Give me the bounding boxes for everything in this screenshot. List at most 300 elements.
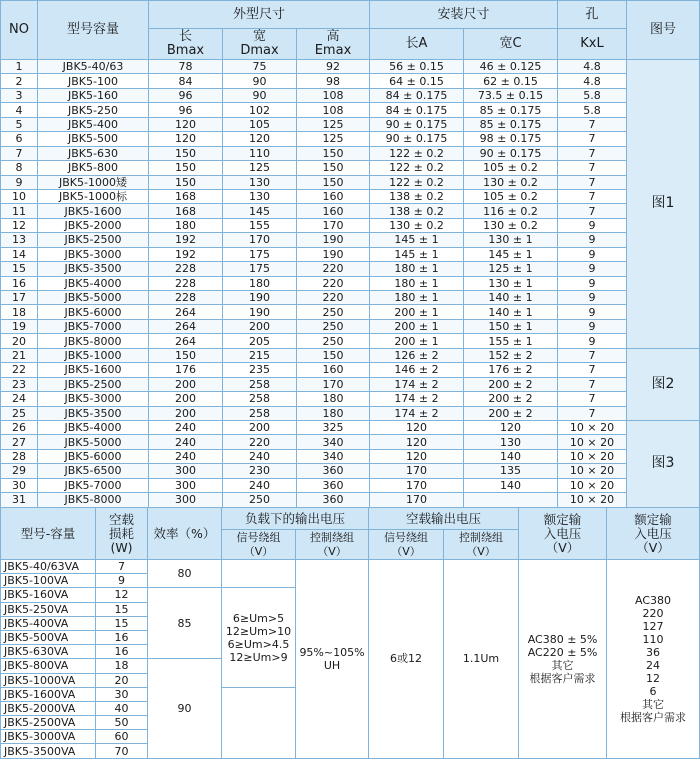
cell-model-capacity: JBK5-2500VA xyxy=(1,716,96,730)
cell-length: 264 xyxy=(149,305,223,319)
cell-hole-size: 9 xyxy=(558,262,627,276)
cell-model: JBK5-2000 xyxy=(38,218,149,232)
cell-install-width: 120 xyxy=(464,420,558,434)
cell-rated-output-line: 36 xyxy=(646,645,661,659)
cell-install-width: 140 ± 1 xyxy=(464,291,558,305)
cell-width: 130 xyxy=(223,175,297,189)
cell-rated-output-line: AC380 xyxy=(635,593,672,607)
table-row xyxy=(1,420,700,434)
cell-hole-size: 5.8 xyxy=(558,88,627,102)
cell-width: 190 xyxy=(223,291,297,305)
cell-length: 180 xyxy=(149,218,223,232)
cell-load-control xyxy=(296,560,369,759)
cell-length: 78 xyxy=(149,60,223,74)
cell-load-control-line: UH xyxy=(323,658,341,672)
electrical-table-body xyxy=(1,560,700,759)
cell-hole-size: 4.8 xyxy=(558,60,627,74)
header-model-capacity: 型号-容量 xyxy=(1,508,96,560)
cell-model: JBK5-400 xyxy=(38,117,149,131)
cell-model: JBK5-4000 xyxy=(38,420,149,434)
cell-model: JBK5-1600 xyxy=(38,204,149,218)
cell-height: 360 xyxy=(297,464,370,478)
table-row xyxy=(1,175,700,189)
cell-efficiency: 90 xyxy=(148,659,222,758)
cell-height: 180 xyxy=(297,392,370,406)
cell-hole-size: 9 xyxy=(558,276,627,290)
header-length: 长 Bmax xyxy=(149,29,223,60)
cell-no: 22 xyxy=(1,363,38,377)
cell-hole-size: 10 × 20 xyxy=(558,435,627,449)
cell-length: 300 xyxy=(149,493,223,507)
cell-length: 120 xyxy=(149,132,223,146)
cell-width: 258 xyxy=(223,377,297,391)
cell-model-capacity: JBK5-160VA xyxy=(1,588,96,602)
cell-rated-input-line: 根据客户需求 xyxy=(529,671,596,685)
cell-install-width: 130 ± 1 xyxy=(464,233,558,247)
cell-noload-loss: 12 xyxy=(96,588,148,602)
cell-rated-output-line: 12 xyxy=(646,671,661,685)
cell-hole-size: 9 xyxy=(558,247,627,261)
cell-install-length: 138 ± 0.2 xyxy=(370,204,464,218)
cell-length: 240 xyxy=(149,420,223,434)
cell-hole-size: 7 xyxy=(558,161,627,175)
table-row xyxy=(1,218,700,232)
cell-length: 192 xyxy=(149,247,223,261)
cell-rated-input-line: 其它 xyxy=(551,658,574,672)
cell-install-width: 130 ± 0.2 xyxy=(464,218,558,232)
cell-install-width: 85 ± 0.175 xyxy=(464,103,558,117)
cell-install-length: 200 ± 1 xyxy=(370,319,464,333)
cell-model: JBK5-6000 xyxy=(38,305,149,319)
cell-install-width: 73.5 ± 0.15 xyxy=(464,88,558,102)
table-row xyxy=(1,247,700,261)
cell-noload-loss: 70 xyxy=(96,744,148,758)
cell-model-capacity: JBK5-500VA xyxy=(1,630,96,644)
cell-install-length: 170 xyxy=(370,464,464,478)
cell-model: JBK5-3500 xyxy=(38,262,149,276)
cell-install-length: 180 ± 1 xyxy=(370,276,464,290)
cell-noload-loss: 15 xyxy=(96,602,148,616)
cell-height: 220 xyxy=(297,276,370,290)
cell-efficiency: 80 xyxy=(148,560,222,588)
cell-hole-size: 10 × 20 xyxy=(558,493,627,507)
cell-install-length: 56 ± 0.15 xyxy=(370,60,464,74)
cell-height: 170 xyxy=(297,377,370,391)
cell-length: 150 xyxy=(149,348,223,362)
cell-hole-size: 7 xyxy=(558,392,627,406)
cell-install-width: 145 ± 1 xyxy=(464,247,558,261)
cell-no: 6 xyxy=(1,132,38,146)
cell-height: 250 xyxy=(297,319,370,333)
cell-length: 240 xyxy=(149,449,223,463)
header-load-output-voltage: 负载下的输出电压 xyxy=(222,508,369,530)
cell-rated-output-line: 根据客户需求 xyxy=(620,710,687,724)
cell-height: 150 xyxy=(297,348,370,362)
table-row xyxy=(1,363,700,377)
cell-hole-size: 10 × 20 xyxy=(558,464,627,478)
cell-length: 200 xyxy=(149,377,223,391)
cell-hole-size: 5.8 xyxy=(558,103,627,117)
cell-noload-control: 1.1Um xyxy=(444,560,519,759)
cell-model: JBK5-5000 xyxy=(38,435,149,449)
cell-length: 176 xyxy=(149,363,223,377)
cell-install-width: 150 ± 1 xyxy=(464,319,558,333)
cell-length: 228 xyxy=(149,276,223,290)
cell-height: 125 xyxy=(297,132,370,146)
cell-no: 12 xyxy=(1,218,38,232)
cell-rated-output-line: 其它 xyxy=(642,697,665,711)
cell-install-length: 174 ± 2 xyxy=(370,406,464,420)
cell-height: 150 xyxy=(297,146,370,160)
table-row xyxy=(1,406,700,420)
cell-model-capacity: JBK5-2000VA xyxy=(1,701,96,715)
cell-no: 14 xyxy=(1,247,38,261)
cell-no: 16 xyxy=(1,276,38,290)
cell-install-width: 176 ± 2 xyxy=(464,363,558,377)
cell-model: JBK5-1000标 xyxy=(38,189,149,203)
cell-install-width: 85 ± 0.175 xyxy=(464,117,558,131)
cell-hole-size: 7 xyxy=(558,132,627,146)
cell-no: 7 xyxy=(1,146,38,160)
header-noload-loss: 空载 损耗 (W) xyxy=(96,508,148,560)
cell-width: 220 xyxy=(223,435,297,449)
cell-model: JBK5-500 xyxy=(38,132,149,146)
cell-height: 360 xyxy=(297,493,370,507)
cell-height: 108 xyxy=(297,88,370,102)
header-rated-output-voltage: 额定输 入电压 （V） xyxy=(607,508,700,560)
cell-model-capacity: JBK5-1600VA xyxy=(1,687,96,701)
cell-width: 190 xyxy=(223,305,297,319)
header-outer-dimensions: 外型尺寸 xyxy=(149,1,370,29)
cell-height: 125 xyxy=(297,117,370,131)
cell-model: JBK5-100 xyxy=(38,74,149,88)
cell-model-capacity: JBK5-400VA xyxy=(1,616,96,630)
cell-install-length: 90 ± 0.175 xyxy=(370,132,464,146)
cell-height: 170 xyxy=(297,218,370,232)
header-install-length: 长A xyxy=(370,29,464,60)
cell-no: 8 xyxy=(1,161,38,175)
cell-rated-output xyxy=(607,560,700,759)
cell-install-width: 130 ± 0.2 xyxy=(464,175,558,189)
cell-width: 240 xyxy=(223,478,297,492)
header-model: 型号容量 xyxy=(38,1,149,60)
cell-install-length: 122 ± 0.2 xyxy=(370,161,464,175)
cell-length: 150 xyxy=(149,161,223,175)
cell-width: 125 xyxy=(223,161,297,175)
cell-noload-signal: 6或12 xyxy=(369,560,444,759)
cell-model: JBK5-8000 xyxy=(38,493,149,507)
cell-height: 250 xyxy=(297,305,370,319)
cell-hole-size: 9 xyxy=(558,218,627,232)
cell-install-width: 135 xyxy=(464,464,558,478)
cell-hole-size: 7 xyxy=(558,363,627,377)
cell-rated-output-line: 110 xyxy=(642,632,664,646)
cell-no: 29 xyxy=(1,464,38,478)
cell-install-width: 200 ± 2 xyxy=(464,406,558,420)
dimensions-table-body xyxy=(1,60,700,508)
cell-install-width: 130 xyxy=(464,435,558,449)
cell-width: 105 xyxy=(223,117,297,131)
cell-height: 340 xyxy=(297,449,370,463)
cell-install-width: 116 ± 0.2 xyxy=(464,204,558,218)
cell-load-signal-line: 6≥Um>5 xyxy=(232,611,285,625)
cell-width: 258 xyxy=(223,406,297,420)
table-row xyxy=(1,103,700,117)
cell-length: 168 xyxy=(149,204,223,218)
cell-model: JBK5-2500 xyxy=(38,233,149,247)
cell-install-width: 130 ± 1 xyxy=(464,276,558,290)
cell-hole-size: 10 × 20 xyxy=(558,478,627,492)
cell-install-length: 180 ± 1 xyxy=(370,262,464,276)
header-load-control-winding: 控制绕组 （V） xyxy=(296,530,369,560)
cell-width: 215 xyxy=(223,348,297,362)
cell-install-length: 120 xyxy=(370,420,464,434)
cell-no: 30 xyxy=(1,478,38,492)
cell-width: 120 xyxy=(223,132,297,146)
cell-rated-input xyxy=(519,560,607,759)
cell-no: 13 xyxy=(1,233,38,247)
cell-noload-loss: 30 xyxy=(96,687,148,701)
cell-width: 230 xyxy=(223,464,297,478)
cell-width: 130 xyxy=(223,189,297,203)
cell-install-width xyxy=(464,493,558,507)
cell-model: JBK5-7000 xyxy=(38,319,149,333)
cell-noload-loss: 18 xyxy=(96,659,148,673)
cell-model-capacity: JBK5-40/63VA xyxy=(1,560,96,574)
cell-load-signal-line: 6≥Um>4.5 xyxy=(227,637,290,651)
cell-install-width: 62 ± 0.15 xyxy=(464,74,558,88)
table-row xyxy=(1,204,700,218)
cell-width: 200 xyxy=(223,420,297,434)
cell-no: 25 xyxy=(1,406,38,420)
cell-install-width: 90 ± 0.175 xyxy=(464,146,558,160)
cell-width: 102 xyxy=(223,103,297,117)
cell-no: 23 xyxy=(1,377,38,391)
cell-install-width: 200 ± 2 xyxy=(464,392,558,406)
header-noload-signal-winding: 信号绕组 （V） xyxy=(369,530,444,560)
cell-install-width: 46 ± 0.125 xyxy=(464,60,558,74)
cell-install-length: 174 ± 2 xyxy=(370,377,464,391)
cell-hole-size: 9 xyxy=(558,334,627,348)
cell-no: 27 xyxy=(1,435,38,449)
table-row xyxy=(1,132,700,146)
cell-width: 180 xyxy=(223,276,297,290)
cell-install-length: 170 xyxy=(370,478,464,492)
cell-install-width: 155 ± 1 xyxy=(464,334,558,348)
cell-install-length: 120 xyxy=(370,449,464,463)
cell-no: 21 xyxy=(1,348,38,362)
cell-length: 228 xyxy=(149,291,223,305)
electrical-table xyxy=(0,507,700,759)
cell-length: 228 xyxy=(149,262,223,276)
cell-length: 264 xyxy=(149,319,223,333)
header-hole: 孔 xyxy=(558,1,627,29)
cell-rated-output-line: 127 xyxy=(642,619,664,633)
cell-model-capacity: JBK5-800VA xyxy=(1,659,96,673)
table-row xyxy=(1,449,700,463)
cell-height: 190 xyxy=(297,233,370,247)
table-row xyxy=(1,435,700,449)
cell-no: 9 xyxy=(1,175,38,189)
table-row xyxy=(1,74,700,88)
cell-install-width: 105 ± 0.2 xyxy=(464,161,558,175)
cell-height: 250 xyxy=(297,334,370,348)
cell-model-capacity: JBK5-1000VA xyxy=(1,673,96,687)
cell-no: 15 xyxy=(1,262,38,276)
cell-install-length: 200 ± 1 xyxy=(370,334,464,348)
cell-hole-size: 9 xyxy=(558,291,627,305)
cell-figure-label: 图3 xyxy=(627,420,700,507)
cell-install-length: 126 ± 2 xyxy=(370,348,464,362)
cell-length: 120 xyxy=(149,117,223,131)
cell-install-width: 200 ± 2 xyxy=(464,377,558,391)
cell-hole-size: 9 xyxy=(558,319,627,333)
cell-model: JBK5-250 xyxy=(38,103,149,117)
table-row xyxy=(1,262,700,276)
cell-height: 98 xyxy=(297,74,370,88)
cell-rated-output-line: 220 xyxy=(642,606,664,620)
cell-model: JBK5-7000 xyxy=(38,478,149,492)
cell-model: JBK5-8000 xyxy=(38,334,149,348)
cell-width: 175 xyxy=(223,247,297,261)
cell-load-signal xyxy=(222,588,296,687)
header-install-dimensions: 安装尺寸 xyxy=(370,1,558,29)
cell-noload-loss: 40 xyxy=(96,701,148,715)
cell-no: 28 xyxy=(1,449,38,463)
cell-efficiency: 85 xyxy=(148,588,222,659)
cell-height: 150 xyxy=(297,161,370,175)
cell-install-length: 84 ± 0.175 xyxy=(370,103,464,117)
header-noload-output-voltage: 空载输出电压 xyxy=(369,508,519,530)
cell-hole-size: 7 xyxy=(558,377,627,391)
header-height: 高 Emax xyxy=(297,29,370,60)
table-row xyxy=(1,377,700,391)
cell-model-capacity: JBK5-3000VA xyxy=(1,730,96,744)
cell-length: 168 xyxy=(149,189,223,203)
cell-hole-size: 7 xyxy=(558,175,627,189)
cell-height: 150 xyxy=(297,175,370,189)
cell-hole-size: 7 xyxy=(558,189,627,203)
cell-install-length: 84 ± 0.175 xyxy=(370,88,464,102)
cell-width: 235 xyxy=(223,363,297,377)
cell-width: 200 xyxy=(223,319,297,333)
header-install-width: 宽C xyxy=(464,29,558,60)
cell-length: 264 xyxy=(149,334,223,348)
cell-noload-loss: 20 xyxy=(96,673,148,687)
cell-no: 31 xyxy=(1,493,38,507)
table-row xyxy=(1,348,700,362)
cell-rated-output-line: 24 xyxy=(646,658,661,672)
table-row xyxy=(1,117,700,131)
header-noload-control-winding: 控制绕组 （V） xyxy=(444,530,519,560)
cell-model: JBK5-1000矮 xyxy=(38,175,149,189)
cell-width: 90 xyxy=(223,88,297,102)
cell-no: 5 xyxy=(1,117,38,131)
cell-length: 96 xyxy=(149,103,223,117)
cell-install-length: 170 xyxy=(370,493,464,507)
cell-no: 19 xyxy=(1,319,38,333)
cell-no: 24 xyxy=(1,392,38,406)
cell-width: 175 xyxy=(223,262,297,276)
cell-width: 145 xyxy=(223,204,297,218)
cell-model-capacity: JBK5-250VA xyxy=(1,602,96,616)
cell-model: JBK5-3000 xyxy=(38,247,149,261)
cell-width: 240 xyxy=(223,449,297,463)
cell-height: 220 xyxy=(297,262,370,276)
cell-install-width: 140 ± 1 xyxy=(464,305,558,319)
cell-width: 250 xyxy=(223,493,297,507)
cell-height: 160 xyxy=(297,204,370,218)
cell-load-signal-line: 12≥Um>10 xyxy=(225,624,292,638)
cell-no: 11 xyxy=(1,204,38,218)
cell-no: 10 xyxy=(1,189,38,203)
cell-noload-loss: 7 xyxy=(96,560,148,574)
cell-length: 84 xyxy=(149,74,223,88)
cell-hole-size: 7 xyxy=(558,146,627,160)
cell-noload-loss: 9 xyxy=(96,574,148,588)
cell-model: JBK5-3000 xyxy=(38,392,149,406)
cell-install-width: 140 xyxy=(464,478,558,492)
cell-install-width: 152 ± 2 xyxy=(464,348,558,362)
header-hole-size: KxL xyxy=(558,29,627,60)
cell-height: 220 xyxy=(297,291,370,305)
cell-hole-size: 7 xyxy=(558,406,627,420)
cell-height: 190 xyxy=(297,247,370,261)
table-row xyxy=(1,478,700,492)
cell-model-capacity: JBK5-3500VA xyxy=(1,744,96,758)
cell-no: 4 xyxy=(1,103,38,117)
cell-width: 155 xyxy=(223,218,297,232)
cell-no: 2 xyxy=(1,74,38,88)
cell-model: JBK5-160 xyxy=(38,88,149,102)
cell-load-signal-blank xyxy=(222,560,296,588)
cell-length: 300 xyxy=(149,478,223,492)
cell-model: JBK5-1600 xyxy=(38,363,149,377)
cell-rated-input-line: AC380 ± 5% xyxy=(527,632,598,646)
cell-no: 18 xyxy=(1,305,38,319)
cell-height: 360 xyxy=(297,478,370,492)
cell-hole-size: 7 xyxy=(558,204,627,218)
cell-noload-loss: 60 xyxy=(96,730,148,744)
cell-length: 200 xyxy=(149,406,223,420)
cell-height: 325 xyxy=(297,420,370,434)
cell-install-length: 138 ± 0.2 xyxy=(370,189,464,203)
cell-install-width: 105 ± 0.2 xyxy=(464,189,558,203)
cell-install-length: 180 ± 1 xyxy=(370,291,464,305)
cell-model: JBK5-800 xyxy=(38,161,149,175)
cell-install-width: 125 ± 1 xyxy=(464,262,558,276)
cell-model-capacity: JBK5-100VA xyxy=(1,574,96,588)
table-row xyxy=(1,305,700,319)
cell-install-length: 130 ± 0.2 xyxy=(370,218,464,232)
cell-length: 150 xyxy=(149,146,223,160)
cell-model: JBK5-6500 xyxy=(38,464,149,478)
cell-model: JBK5-6000 xyxy=(38,449,149,463)
cell-figure-label: 图1 xyxy=(627,60,700,349)
cell-no: 3 xyxy=(1,88,38,102)
cell-no: 17 xyxy=(1,291,38,305)
cell-length: 200 xyxy=(149,392,223,406)
cell-height: 160 xyxy=(297,363,370,377)
table-row xyxy=(1,146,700,160)
cell-model: JBK5-4000 xyxy=(38,276,149,290)
header-no: NO xyxy=(1,1,38,60)
cell-install-width: 98 ± 0.175 xyxy=(464,132,558,146)
cell-width: 75 xyxy=(223,60,297,74)
cell-no: 26 xyxy=(1,420,38,434)
cell-hole-size: 9 xyxy=(558,233,627,247)
cell-height: 160 xyxy=(297,189,370,203)
